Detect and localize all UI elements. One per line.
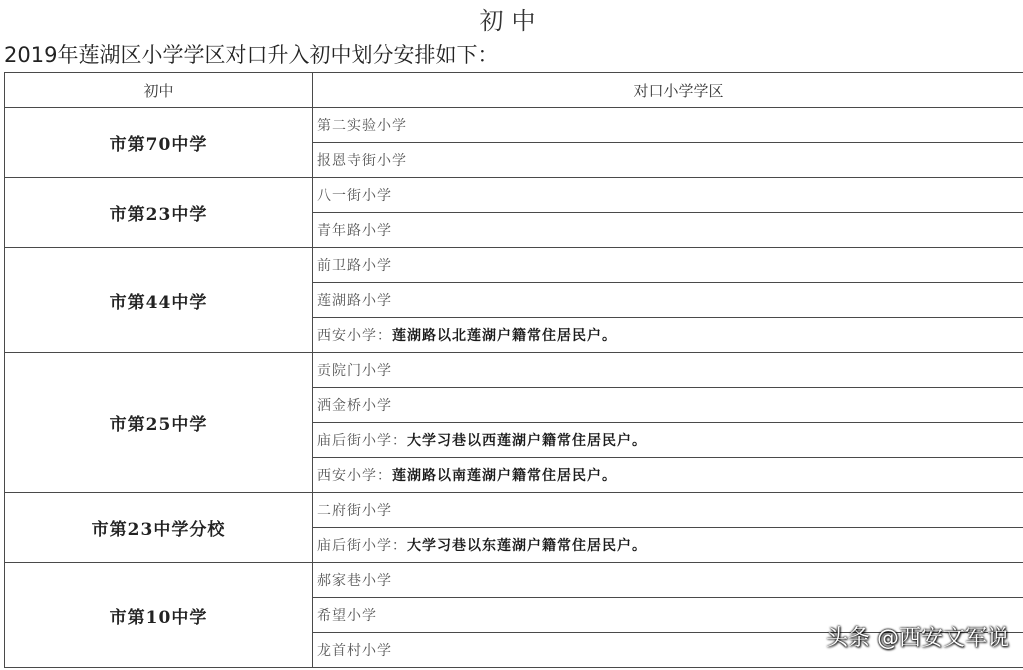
primary-school-name: 西安小学： [317, 468, 392, 484]
primary-district-cell [313, 528, 1023, 563]
primary-school-name: 希望小学 [317, 608, 377, 624]
watermark: 头条 @西安文军说 [826, 626, 1009, 651]
table-row [5, 563, 1023, 598]
table-row [5, 178, 1023, 213]
district-note: 莲湖路以北莲湖户籍常住居民户。 [392, 328, 617, 344]
primary-school-name: 第二实验小学 [317, 118, 407, 134]
table-header-row [5, 73, 1023, 108]
primary-district-cell [313, 213, 1023, 248]
primary-school-name: 庙后街小学： [317, 433, 407, 449]
table-row [5, 493, 1023, 528]
middle-school-name: 市第10中学 [5, 563, 313, 668]
table-row [5, 353, 1023, 388]
middle-school-name: 市第44中学 [5, 248, 313, 353]
middle-school-name: 市第70中学 [5, 108, 313, 178]
primary-school-name: 龙首村小学 [317, 643, 392, 659]
primary-district-cell [313, 353, 1023, 388]
primary-school-name: 二府街小学 [317, 503, 392, 519]
primary-school-name: 洒金桥小学 [317, 398, 392, 414]
primary-district-cell [313, 458, 1023, 493]
district-note: 大学习巷以东莲湖户籍常住居民户。 [407, 538, 647, 554]
middle-school-name: 市第25中学 [5, 353, 313, 493]
header-middle-school: 初中 [5, 73, 313, 108]
district-note: 大学习巷以西莲湖户籍常住居民户。 [407, 433, 647, 449]
primary-school-name: 西安小学： [317, 328, 392, 344]
primary-district-cell [313, 178, 1023, 213]
page-title: 初中 [479, 7, 544, 35]
primary-district-cell [313, 423, 1023, 458]
primary-district-cell [313, 318, 1023, 353]
primary-school-name: 报恩寺街小学 [317, 153, 407, 169]
middle-school-name: 市第23中学分校 [5, 493, 313, 563]
primary-school-name: 莲湖路小学 [317, 293, 392, 309]
primary-school-name: 庙后街小学： [317, 538, 407, 554]
allocation-table [4, 72, 1023, 668]
primary-district-cell [313, 143, 1023, 178]
primary-school-name: 前卫路小学 [317, 258, 392, 274]
primary-school-name: 八一街小学 [317, 188, 392, 204]
middle-school-name: 市第23中学 [5, 178, 313, 248]
district-note: 莲湖路以南莲湖户籍常住居民户。 [392, 468, 617, 484]
primary-school-name: 贡院门小学 [317, 363, 392, 379]
primary-district-cell [313, 248, 1023, 283]
primary-school-name: 青年路小学 [317, 223, 392, 239]
primary-district-cell [313, 108, 1023, 143]
primary-district-cell [313, 283, 1023, 318]
primary-district-cell [313, 563, 1023, 598]
table-row [5, 108, 1023, 143]
table-body [5, 108, 1023, 668]
primary-district-cell [313, 493, 1023, 528]
intro-text: 2019年莲湖区小学学区对口升入初中划分安排如下： [4, 43, 499, 67]
header-primary-districts: 对口小学学区 [313, 73, 1023, 108]
primary-school-name: 郝家巷小学 [317, 573, 392, 589]
primary-district-cell [313, 388, 1023, 423]
table-row [5, 248, 1023, 283]
